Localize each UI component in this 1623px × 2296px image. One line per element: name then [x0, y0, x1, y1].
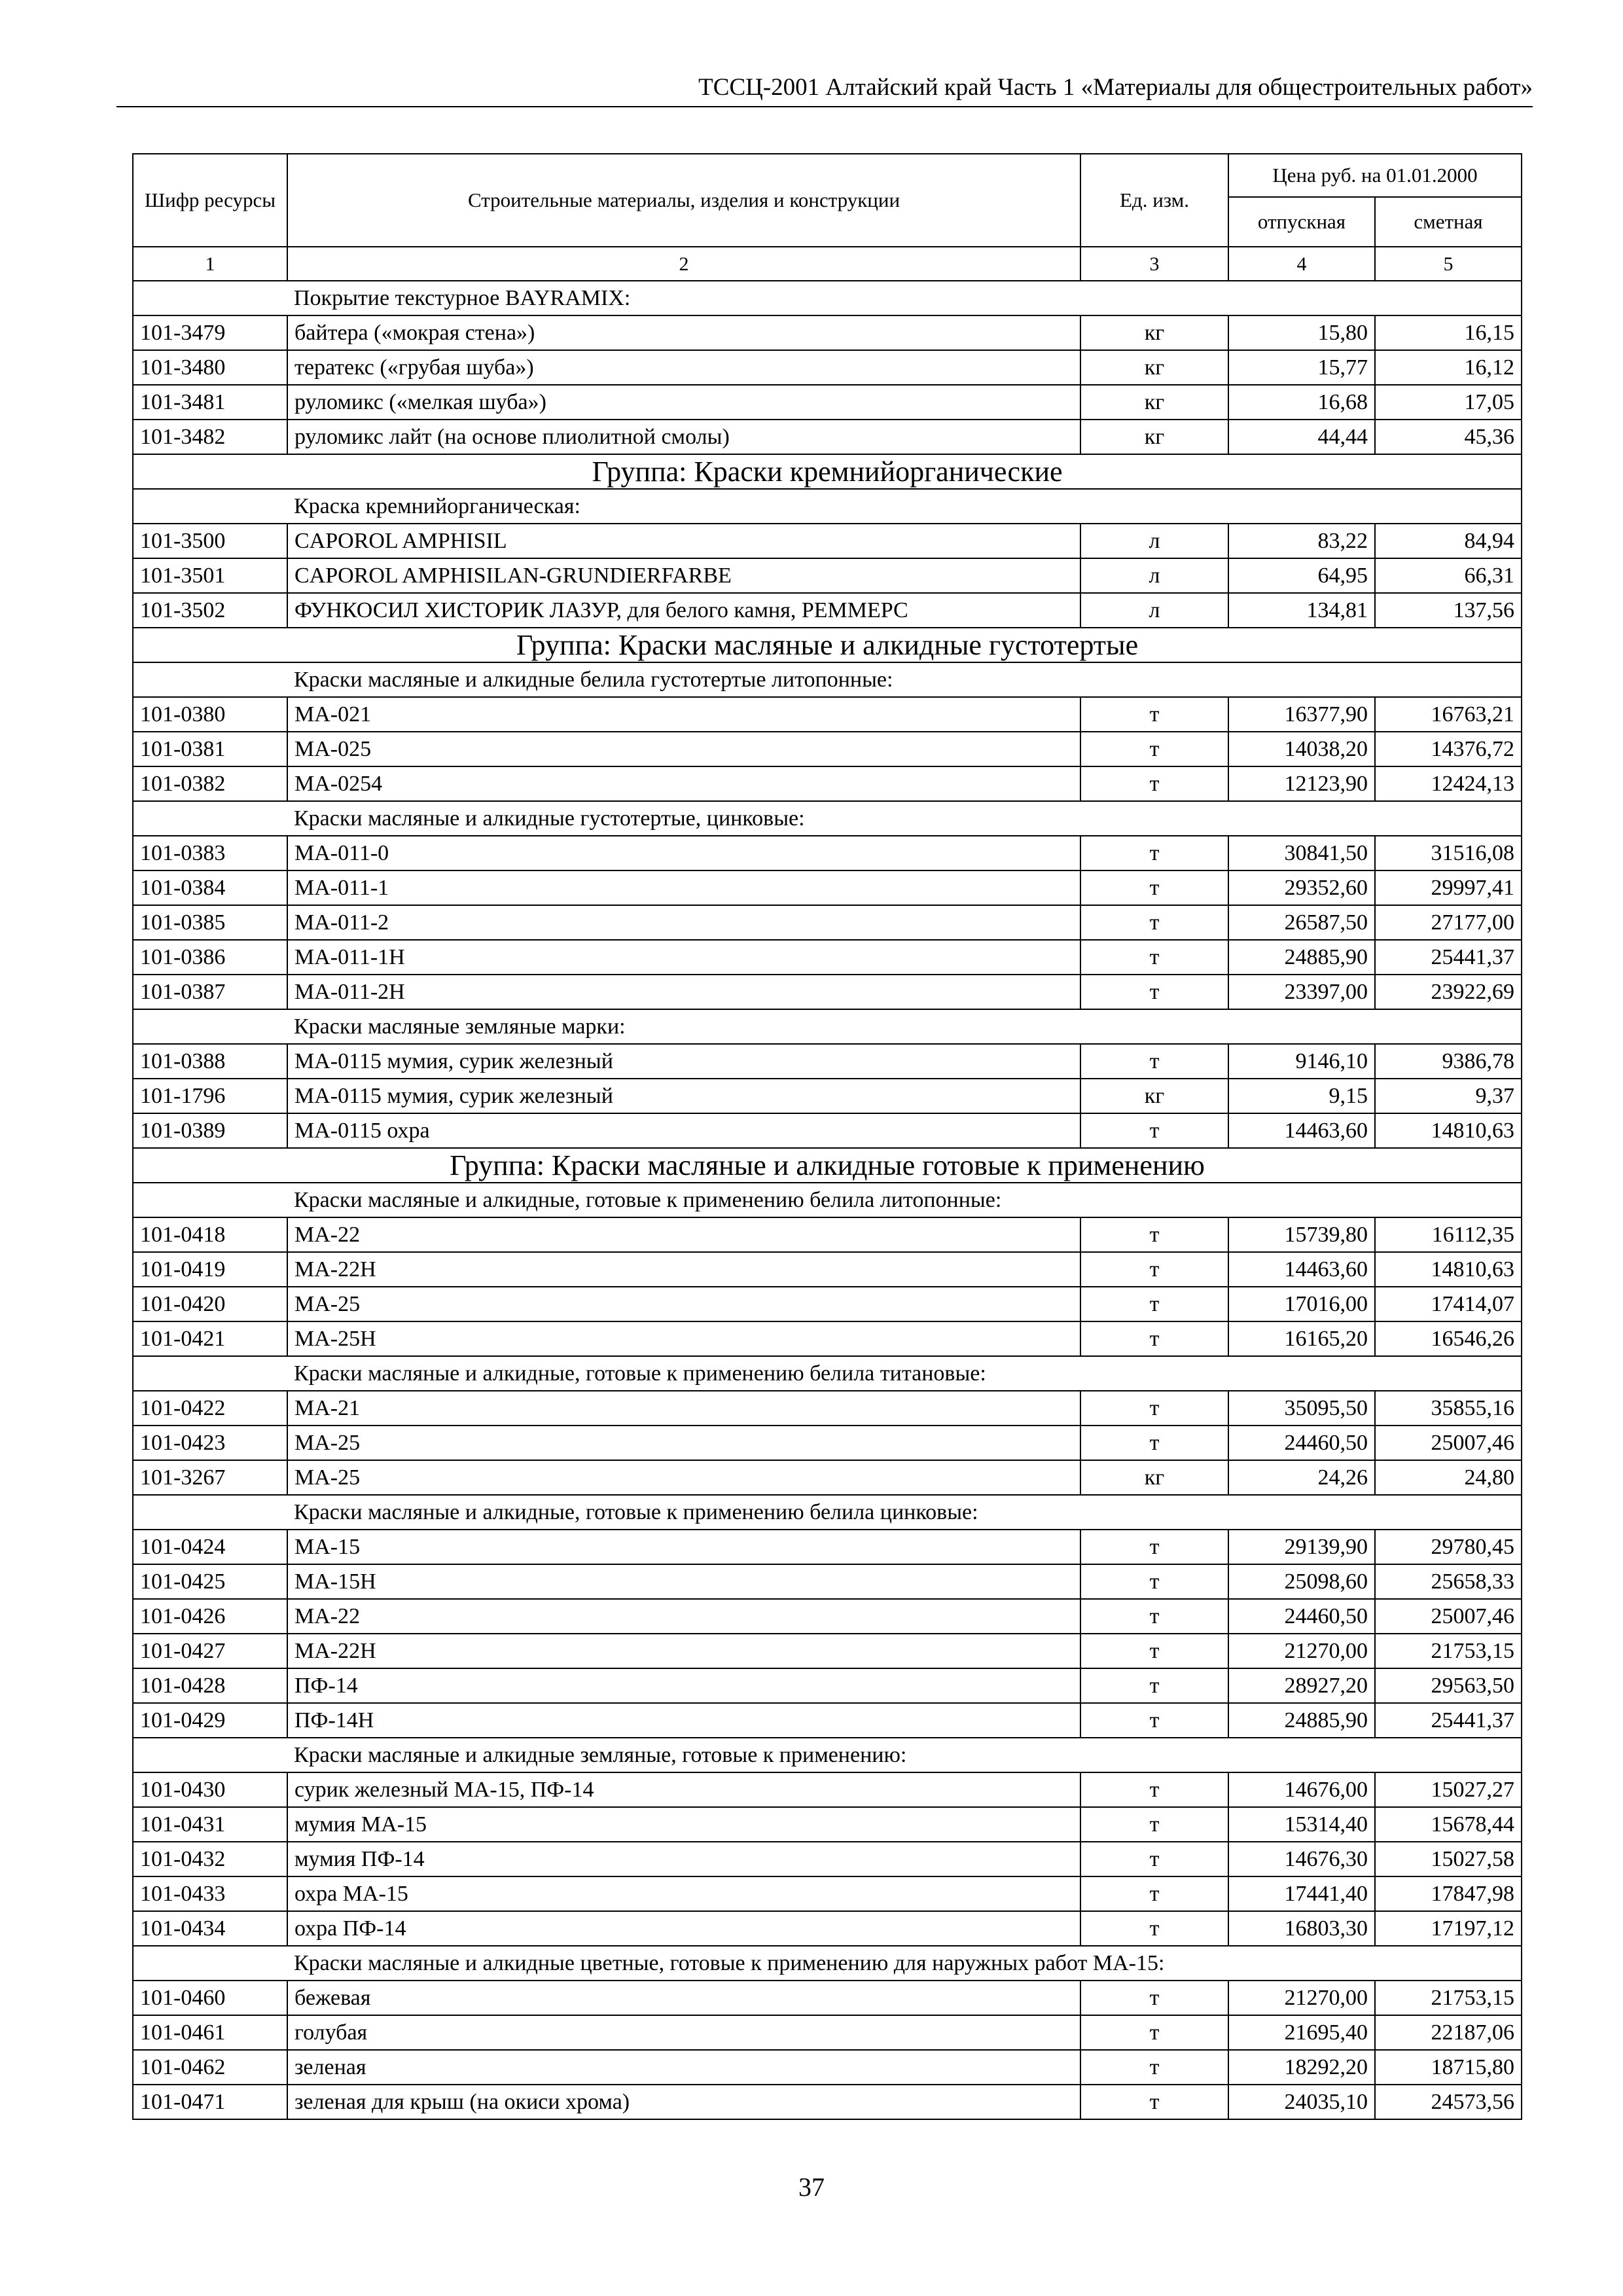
subheading-text: Краска кремнийорганическая: — [287, 489, 1522, 524]
price-estimate: 21753,15 — [1375, 1981, 1522, 2015]
price-release: 21270,00 — [1228, 1981, 1375, 2015]
price-estimate: 25658,33 — [1375, 1564, 1522, 1599]
subheading-row — [133, 1738, 1522, 1772]
price-estimate: 9,37 — [1375, 1079, 1522, 1113]
price-release: 35095,50 — [1228, 1391, 1375, 1426]
table-row — [133, 1981, 1522, 2015]
price-release: 16165,20 — [1228, 1321, 1375, 1356]
column-header-name: Строительные материалы, изделия и конструкции — [287, 154, 1080, 247]
column-header-price-release: отпускная — [1228, 197, 1375, 247]
material-name: CAPOROL AMPHISILAN-GRUNDIERFARBE — [287, 558, 1080, 593]
resource-code: 101-0421 — [133, 1321, 287, 1356]
price-estimate: 15027,27 — [1375, 1772, 1522, 1807]
table-row — [133, 1911, 1522, 1946]
column-number: 2 — [287, 247, 1080, 281]
unit-of-measure: т — [1080, 1530, 1228, 1564]
price-estimate: 24,80 — [1375, 1460, 1522, 1495]
group-heading-row — [133, 454, 1522, 489]
unit-of-measure: т — [1080, 905, 1228, 940]
table-row — [133, 1772, 1522, 1807]
unit-of-measure: т — [1080, 1426, 1228, 1460]
resource-code: 101-0420 — [133, 1287, 287, 1321]
resource-code: 101-0383 — [133, 836, 287, 870]
price-release: 14676,00 — [1228, 1772, 1375, 1807]
unit-of-measure: кг — [1080, 1460, 1228, 1495]
price-release: 17016,00 — [1228, 1287, 1375, 1321]
material-name: CAPOROL AMPHISIL — [287, 524, 1080, 558]
material-name: тератекс («грубая шуба») — [287, 350, 1080, 385]
price-release: 24460,50 — [1228, 1599, 1375, 1634]
resource-code: 101-0424 — [133, 1530, 287, 1564]
table-body — [133, 281, 1522, 2119]
unit-of-measure: т — [1080, 940, 1228, 975]
price-release: 134,81 — [1228, 593, 1375, 628]
price-estimate: 29780,45 — [1375, 1530, 1522, 1564]
price-release: 18292,20 — [1228, 2050, 1375, 2085]
price-release: 16803,30 — [1228, 1911, 1375, 1946]
resource-code: 101-0388 — [133, 1044, 287, 1079]
material-name: голубая — [287, 2015, 1080, 2050]
table-row — [133, 1044, 1522, 1079]
material-name: мумия МА-15 — [287, 1807, 1080, 1842]
column-number: 3 — [1080, 247, 1228, 281]
price-estimate: 16546,26 — [1375, 1321, 1522, 1356]
subheading-row — [133, 281, 1522, 315]
price-release: 21270,00 — [1228, 1634, 1375, 1668]
unit-of-measure: т — [1080, 1113, 1228, 1148]
price-estimate: 31516,08 — [1375, 836, 1522, 870]
price-estimate: 27177,00 — [1375, 905, 1522, 940]
unit-of-measure: т — [1080, 1634, 1228, 1668]
price-release: 9,15 — [1228, 1079, 1375, 1113]
subheading-row — [133, 1946, 1522, 1981]
material-name: бежевая — [287, 1981, 1080, 2015]
price-estimate: 12424,13 — [1375, 766, 1522, 801]
unit-of-measure: т — [1080, 1321, 1228, 1356]
subheading-text: Краски масляные земляные марки: — [287, 1009, 1522, 1044]
material-name: МА-21 — [287, 1391, 1080, 1426]
table-row — [133, 1426, 1522, 1460]
price-release: 24885,90 — [1228, 1703, 1375, 1738]
table-header-row — [133, 154, 1522, 197]
resource-code: 101-0460 — [133, 1981, 287, 2015]
resource-code: 101-0380 — [133, 697, 287, 732]
unit-of-measure: т — [1080, 2050, 1228, 2085]
unit-of-measure: л — [1080, 524, 1228, 558]
table-row — [133, 697, 1522, 732]
resource-code: 101-3502 — [133, 593, 287, 628]
subheading-row — [133, 1183, 1522, 1217]
group-heading-row — [133, 628, 1522, 662]
empty-code-cell — [133, 1356, 287, 1391]
material-name: МА-021 — [287, 697, 1080, 732]
unit-of-measure: т — [1080, 1564, 1228, 1599]
resource-code: 101-3480 — [133, 350, 287, 385]
material-name: зеленая для крыш (на окиси хрома) — [287, 2085, 1080, 2119]
price-release: 9146,10 — [1228, 1044, 1375, 1079]
table-row — [133, 1079, 1522, 1113]
material-name: сурик железный МА-15, ПФ-14 — [287, 1772, 1080, 1807]
subheading-text: Краски масляные и алкидные цветные, готовые к применению для наружных работ МА-15: — [287, 1946, 1522, 1981]
group-heading: Группа: Краски масляные и алкидные готовые к применению — [133, 1148, 1522, 1183]
price-release: 15,77 — [1228, 350, 1375, 385]
unit-of-measure: т — [1080, 1287, 1228, 1321]
price-estimate: 29563,50 — [1375, 1668, 1522, 1703]
price-release: 16377,90 — [1228, 697, 1375, 732]
price-estimate: 16,12 — [1375, 350, 1522, 385]
subheading-text: Покрытие текстурное BAYRAMIX: — [287, 281, 1522, 315]
price-release: 30841,50 — [1228, 836, 1375, 870]
price-release: 64,95 — [1228, 558, 1375, 593]
price-release: 21695,40 — [1228, 2015, 1375, 2050]
subheading-text: Краски масляные и алкидные, готовые к применению белила литопонные: — [287, 1183, 1522, 1217]
price-release: 24035,10 — [1228, 2085, 1375, 2119]
price-table — [132, 153, 1522, 2120]
price-release: 15314,40 — [1228, 1807, 1375, 1842]
unit-of-measure: т — [1080, 1044, 1228, 1079]
unit-of-measure: т — [1080, 1668, 1228, 1703]
resource-code: 101-0430 — [133, 1772, 287, 1807]
unit-of-measure: кг — [1080, 385, 1228, 420]
price-release: 25098,60 — [1228, 1564, 1375, 1599]
price-release: 15,80 — [1228, 315, 1375, 350]
material-name: МА-22 — [287, 1599, 1080, 1634]
subheading-row — [133, 801, 1522, 836]
resource-code: 101-0423 — [133, 1426, 287, 1460]
material-name: ФУНКОСИЛ ХИСТОРИК ЛАЗУР, для белого камня, РЕММЕРС — [287, 593, 1080, 628]
material-name: МА-0115 мумия, сурик железный — [287, 1044, 1080, 1079]
table-row — [133, 905, 1522, 940]
unit-of-measure: л — [1080, 593, 1228, 628]
price-estimate: 17414,07 — [1375, 1287, 1522, 1321]
column-number: 4 — [1228, 247, 1375, 281]
unit-of-measure: т — [1080, 1391, 1228, 1426]
table-row — [133, 1460, 1522, 1495]
unit-of-measure: т — [1080, 1981, 1228, 2015]
material-name: МА-22Н — [287, 1634, 1080, 1668]
material-name: МА-011-1Н — [287, 940, 1080, 975]
price-estimate: 25441,37 — [1375, 1703, 1522, 1738]
header-divider — [116, 106, 1533, 107]
subheading-text: Краски масляные и алкидные земляные, готовые к применению: — [287, 1738, 1522, 1772]
price-release: 24460,50 — [1228, 1426, 1375, 1460]
table-row — [133, 524, 1522, 558]
material-name: зеленая — [287, 2050, 1080, 2085]
material-name: МА-15 — [287, 1530, 1080, 1564]
unit-of-measure: т — [1080, 766, 1228, 801]
price-estimate: 17847,98 — [1375, 1876, 1522, 1911]
table-row — [133, 315, 1522, 350]
empty-code-cell — [133, 662, 287, 697]
price-estimate: 21753,15 — [1375, 1634, 1522, 1668]
table-row — [133, 558, 1522, 593]
price-estimate: 25007,46 — [1375, 1426, 1522, 1460]
price-estimate: 16112,35 — [1375, 1217, 1522, 1252]
price-estimate: 14376,72 — [1375, 732, 1522, 766]
table-row — [133, 1876, 1522, 1911]
material-name: мумия ПФ-14 — [287, 1842, 1080, 1876]
price-estimate: 16763,21 — [1375, 697, 1522, 732]
table-row — [133, 2085, 1522, 2119]
unit-of-measure: т — [1080, 1911, 1228, 1946]
price-estimate: 15678,44 — [1375, 1807, 1522, 1842]
subheading-row — [133, 489, 1522, 524]
resource-code: 101-1796 — [133, 1079, 287, 1113]
price-estimate: 66,31 — [1375, 558, 1522, 593]
unit-of-measure: кг — [1080, 350, 1228, 385]
material-name: МА-15Н — [287, 1564, 1080, 1599]
empty-code-cell — [133, 1738, 287, 1772]
resource-code: 101-0387 — [133, 975, 287, 1009]
resource-code: 101-0422 — [133, 1391, 287, 1426]
price-release: 12123,90 — [1228, 766, 1375, 801]
material-name: ПФ-14Н — [287, 1703, 1080, 1738]
resource-code: 101-0426 — [133, 1599, 287, 1634]
price-release: 24885,90 — [1228, 940, 1375, 975]
price-release: 14676,30 — [1228, 1842, 1375, 1876]
unit-of-measure: т — [1080, 1807, 1228, 1842]
price-estimate: 29997,41 — [1375, 870, 1522, 905]
price-release: 29352,60 — [1228, 870, 1375, 905]
table-row — [133, 1564, 1522, 1599]
price-release: 26587,50 — [1228, 905, 1375, 940]
column-number: 1 — [133, 247, 287, 281]
material-name: МА-025 — [287, 732, 1080, 766]
material-name: МА-25 — [287, 1287, 1080, 1321]
table-row — [133, 1530, 1522, 1564]
price-estimate: 23922,69 — [1375, 975, 1522, 1009]
unit-of-measure: т — [1080, 1703, 1228, 1738]
price-release: 29139,90 — [1228, 1530, 1375, 1564]
price-release: 16,68 — [1228, 385, 1375, 420]
price-release: 28927,20 — [1228, 1668, 1375, 1703]
table-row — [133, 1807, 1522, 1842]
resource-code: 101-0389 — [133, 1113, 287, 1148]
unit-of-measure: кг — [1080, 315, 1228, 350]
price-estimate: 22187,06 — [1375, 2015, 1522, 2050]
material-name: МА-011-1 — [287, 870, 1080, 905]
unit-of-measure: т — [1080, 975, 1228, 1009]
resource-code: 101-0428 — [133, 1668, 287, 1703]
material-name: МА-25Н — [287, 1321, 1080, 1356]
empty-code-cell — [133, 1009, 287, 1044]
table-row — [133, 1321, 1522, 1356]
unit-of-measure: т — [1080, 1252, 1228, 1287]
resource-code: 101-0462 — [133, 2050, 287, 2085]
table-row — [133, 1217, 1522, 1252]
material-name: МА-25 — [287, 1460, 1080, 1495]
price-estimate: 17,05 — [1375, 385, 1522, 420]
empty-code-cell — [133, 1946, 287, 1981]
resource-code: 101-3500 — [133, 524, 287, 558]
price-release: 17441,40 — [1228, 1876, 1375, 1911]
material-name: ПФ-14 — [287, 1668, 1080, 1703]
unit-of-measure: т — [1080, 1217, 1228, 1252]
group-heading: Группа: Краски масляные и алкидные густотертые — [133, 628, 1522, 662]
price-release: 24,26 — [1228, 1460, 1375, 1495]
unit-of-measure: кг — [1080, 420, 1228, 454]
empty-code-cell — [133, 489, 287, 524]
resource-code: 101-0384 — [133, 870, 287, 905]
resource-code: 101-0382 — [133, 766, 287, 801]
price-estimate: 17197,12 — [1375, 1911, 1522, 1946]
empty-code-cell — [133, 281, 287, 315]
unit-of-measure: л — [1080, 558, 1228, 593]
material-name: МА-011-2 — [287, 905, 1080, 940]
page-number: 37 — [798, 2172, 825, 2202]
material-name: МА-22 — [287, 1217, 1080, 1252]
price-estimate: 137,56 — [1375, 593, 1522, 628]
resource-code: 101-3479 — [133, 315, 287, 350]
price-estimate: 18715,80 — [1375, 2050, 1522, 2085]
price-estimate: 14810,63 — [1375, 1252, 1522, 1287]
price-estimate: 84,94 — [1375, 524, 1522, 558]
material-name: МА-25 — [287, 1426, 1080, 1460]
column-header-code: Шифр ресурсы — [133, 154, 287, 247]
resource-code: 101-0385 — [133, 905, 287, 940]
material-name: МА-0115 мумия, сурик железный — [287, 1079, 1080, 1113]
price-release: 15739,80 — [1228, 1217, 1375, 1252]
price-release: 14463,60 — [1228, 1252, 1375, 1287]
material-name: МА-0254 — [287, 766, 1080, 801]
unit-of-measure: т — [1080, 1876, 1228, 1911]
material-name: байтера («мокрая стена») — [287, 315, 1080, 350]
column-number-row — [133, 247, 1522, 281]
price-estimate: 15027,58 — [1375, 1842, 1522, 1876]
unit-of-measure: т — [1080, 2085, 1228, 2119]
price-release: 14038,20 — [1228, 732, 1375, 766]
price-estimate: 24573,56 — [1375, 2085, 1522, 2119]
price-estimate: 14810,63 — [1375, 1113, 1522, 1148]
subheading-text: Краски масляные и алкидные, готовые к применению белила титановые: — [287, 1356, 1522, 1391]
unit-of-measure: т — [1080, 732, 1228, 766]
table-row — [133, 1391, 1522, 1426]
empty-code-cell — [133, 1183, 287, 1217]
unit-of-measure: т — [1080, 870, 1228, 905]
table-row — [133, 870, 1522, 905]
table-row — [133, 350, 1522, 385]
subheading-text: Краски масляные и алкидные, готовые к применению белила цинковые: — [287, 1495, 1522, 1530]
subheading-text: Краски масляные и алкидные густотертые, цинковые: — [287, 801, 1522, 836]
table-row — [133, 1668, 1522, 1703]
resource-code: 101-0427 — [133, 1634, 287, 1668]
material-name: МА-0115 охра — [287, 1113, 1080, 1148]
empty-code-cell — [133, 801, 287, 836]
subheading-row — [133, 1495, 1522, 1530]
column-header-unit: Ед. изм. — [1080, 154, 1228, 247]
price-estimate: 35855,16 — [1375, 1391, 1522, 1426]
table-row — [133, 1287, 1522, 1321]
table-row — [133, 766, 1522, 801]
material-name: МА-011-0 — [287, 836, 1080, 870]
table-row — [133, 1113, 1522, 1148]
unit-of-measure: т — [1080, 1772, 1228, 1807]
subheading-row — [133, 662, 1522, 697]
resource-code: 101-3501 — [133, 558, 287, 593]
material-name: МА-011-2Н — [287, 975, 1080, 1009]
resource-code: 101-0429 — [133, 1703, 287, 1738]
material-name: руломикс лайт (на основе плиолитной смолы) — [287, 420, 1080, 454]
table-row — [133, 1842, 1522, 1876]
material-name: охра МА-15 — [287, 1876, 1080, 1911]
resource-code: 101-3482 — [133, 420, 287, 454]
unit-of-measure: кг — [1080, 1079, 1228, 1113]
price-release: 44,44 — [1228, 420, 1375, 454]
resource-code: 101-0381 — [133, 732, 287, 766]
price-estimate: 9386,78 — [1375, 1044, 1522, 1079]
table-row — [133, 2015, 1522, 2050]
resource-code: 101-3481 — [133, 385, 287, 420]
unit-of-measure: т — [1080, 836, 1228, 870]
price-release: 14463,60 — [1228, 1113, 1375, 1148]
unit-of-measure: т — [1080, 1842, 1228, 1876]
material-name: МА-22Н — [287, 1252, 1080, 1287]
subheading-text: Краски масляные и алкидные белила густотертые литопонные: — [287, 662, 1522, 697]
table-row — [133, 420, 1522, 454]
table-row — [133, 593, 1522, 628]
material-name: охра ПФ-14 — [287, 1911, 1080, 1946]
unit-of-measure: т — [1080, 697, 1228, 732]
resource-code: 101-0461 — [133, 2015, 287, 2050]
resource-code: 101-0434 — [133, 1911, 287, 1946]
table-row — [133, 975, 1522, 1009]
table-row — [133, 1252, 1522, 1287]
price-estimate: 45,36 — [1375, 420, 1522, 454]
empty-code-cell — [133, 1495, 287, 1530]
table-row — [133, 1703, 1522, 1738]
table-row — [133, 836, 1522, 870]
resource-code: 101-0425 — [133, 1564, 287, 1599]
column-header-price-estimate: сметная — [1375, 197, 1522, 247]
resource-code: 101-0386 — [133, 940, 287, 975]
table-row — [133, 1634, 1522, 1668]
resource-code: 101-0433 — [133, 1876, 287, 1911]
running-header-title: ТССЦ-2001 Алтайский край Часть 1 «Материалы для общестроительных работ» — [698, 74, 1533, 101]
price-estimate: 25007,46 — [1375, 1599, 1522, 1634]
price-release: 83,22 — [1228, 524, 1375, 558]
subheading-row — [133, 1356, 1522, 1391]
price-estimate: 16,15 — [1375, 315, 1522, 350]
unit-of-measure: т — [1080, 2015, 1228, 2050]
table-row — [133, 732, 1522, 766]
resource-code: 101-0432 — [133, 1842, 287, 1876]
column-number: 5 — [1375, 247, 1522, 281]
resource-code: 101-0418 — [133, 1217, 287, 1252]
group-heading: Группа: Краски кремнийорганические — [133, 454, 1522, 489]
price-estimate: 25441,37 — [1375, 940, 1522, 975]
unit-of-measure: т — [1080, 1599, 1228, 1634]
resource-code: 101-0471 — [133, 2085, 287, 2119]
material-name: руломикс («мелкая шуба») — [287, 385, 1080, 420]
table-row — [133, 385, 1522, 420]
resource-code: 101-3267 — [133, 1460, 287, 1495]
table-row — [133, 1599, 1522, 1634]
table-row — [133, 2050, 1522, 2085]
table-row — [133, 940, 1522, 975]
price-release: 23397,00 — [1228, 975, 1375, 1009]
subheading-row — [133, 1009, 1522, 1044]
resource-code: 101-0431 — [133, 1807, 287, 1842]
group-heading-row — [133, 1148, 1522, 1183]
column-header-price-group: Цена руб. на 01.01.2000 — [1228, 154, 1522, 197]
resource-code: 101-0419 — [133, 1252, 287, 1287]
